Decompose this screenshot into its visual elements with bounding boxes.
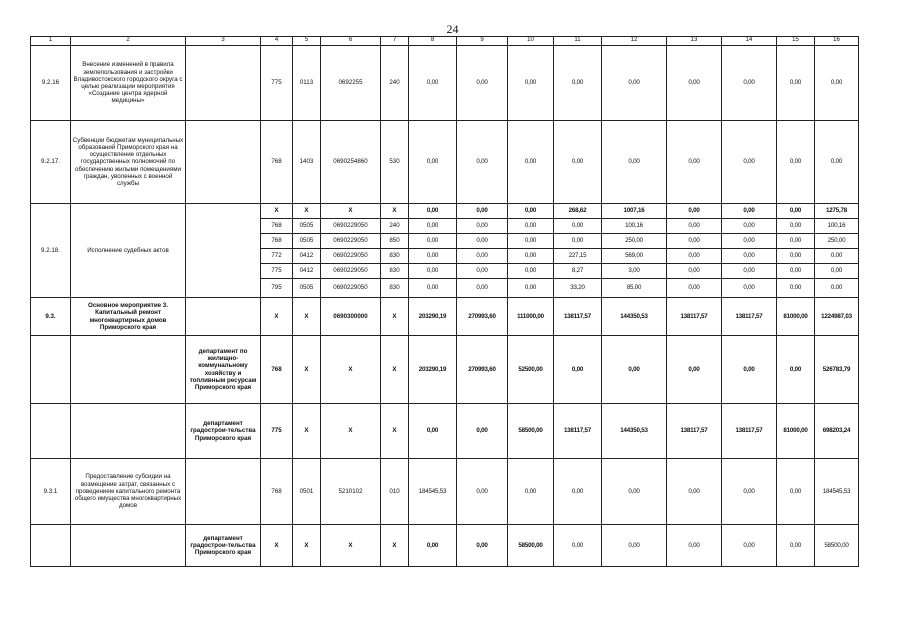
row-number: 9.3. (31, 298, 71, 336)
value-cell: 250,00 (602, 234, 667, 249)
value-cell: 58500,00 (815, 525, 859, 567)
row-executor (186, 204, 261, 298)
value-cell: 0,00 (777, 279, 815, 298)
value-cell: 81000,00 (777, 298, 815, 336)
value-cell: 58500,00 (508, 525, 554, 567)
value-cell: 0,00 (508, 234, 554, 249)
header-cell: 2 (71, 37, 186, 46)
value-cell: 100,16 (815, 219, 859, 234)
header-cell: 16 (815, 37, 859, 46)
header-cell: 14 (722, 37, 777, 46)
value-cell: 0,00 (409, 219, 457, 234)
row-executor (186, 298, 261, 336)
value-cell: 0,00 (508, 204, 554, 219)
value-cell: 0,00 (667, 525, 722, 567)
row-name (71, 336, 186, 404)
row-name: Субвенции бюджетам муниципальных образований Приморского края на осуществление отдельных государственных полномочий по обеспечению жилыми помещениями граждан, уволенных с военной службы (71, 121, 186, 204)
cell-c6: 5210102 (321, 459, 381, 525)
cell-c7: 240 (381, 46, 409, 121)
value-cell: 144350,53 (602, 404, 667, 459)
row-number (31, 336, 71, 404)
value-cell: 0,00 (667, 264, 722, 279)
value-cell: 81000,00 (777, 404, 815, 459)
row-number: 9.2.18. (31, 204, 71, 298)
cell-c7: 830 (381, 264, 409, 279)
value-cell: 0,00 (602, 121, 667, 204)
value-cell: 138117,57 (554, 404, 602, 459)
cell-c6: X (321, 204, 381, 219)
row-name: Предоставление субсидии на возмещение затрат, связанных с проведением капитального ремонта общего имущества многоквартирных домов (71, 459, 186, 525)
value-cell: 0,00 (815, 121, 859, 204)
cell-c7: X (381, 298, 409, 336)
value-cell: 250,00 (815, 234, 859, 249)
header-cell: 5 (293, 37, 321, 46)
row-executor: департамент по жилищно-коммунальному хозяйству и топливным ресурсам Приморского края (186, 336, 261, 404)
value-cell: 0,00 (722, 336, 777, 404)
cell-c4: X (261, 204, 293, 219)
value-cell: 0,00 (508, 279, 554, 298)
value-cell: 138117,57 (554, 298, 602, 336)
cell-c4: X (261, 525, 293, 567)
value-cell: 0,00 (815, 279, 859, 298)
header-cell: 9 (457, 37, 508, 46)
value-cell: 33,20 (554, 279, 602, 298)
value-cell: 0,00 (602, 46, 667, 121)
cell-c7: 010 (381, 459, 409, 525)
value-cell: 184545,53 (409, 459, 457, 525)
header-cell: 11 (554, 37, 602, 46)
row-name: Внесение изменений в правила землепользования и застройки Владивостокского городского округа с целью реализации мероприятия «Создание центра ядерной медицины» (71, 46, 186, 121)
value-cell: 58500,00 (508, 404, 554, 459)
value-cell: 0,00 (722, 264, 777, 279)
value-cell: 0,00 (667, 219, 722, 234)
header-cell: 7 (381, 37, 409, 46)
value-cell: 0,00 (667, 204, 722, 219)
value-cell: 0,00 (409, 234, 457, 249)
value-cell: 0,00 (602, 336, 667, 404)
value-cell: 0,00 (602, 525, 667, 567)
cell-c4: 768 (261, 121, 293, 204)
value-cell: 0,00 (667, 121, 722, 204)
value-cell: 0,00 (777, 234, 815, 249)
value-cell: 0,00 (777, 336, 815, 404)
cell-c6: 0690229050 (321, 249, 381, 264)
cell-c4: 768 (261, 336, 293, 404)
value-cell: 0,00 (508, 46, 554, 121)
cell-c6: X (321, 525, 381, 567)
cell-c4: 772 (261, 249, 293, 264)
value-cell: 0,00 (554, 525, 602, 567)
value-cell: 203290,19 (409, 298, 457, 336)
value-cell: 0,00 (667, 234, 722, 249)
cell-c5: 0412 (293, 264, 321, 279)
value-cell: 0,00 (508, 264, 554, 279)
row-number: 9.3.1 (31, 459, 71, 525)
value-cell: 85,00 (602, 279, 667, 298)
row-number (31, 404, 71, 459)
value-cell: 0,00 (667, 46, 722, 121)
value-cell: 138117,57 (722, 404, 777, 459)
table-row (31, 46, 859, 121)
value-cell: 0,00 (508, 219, 554, 234)
value-cell: 0,00 (722, 234, 777, 249)
row-name (71, 525, 186, 567)
cell-c7: X (381, 336, 409, 404)
value-cell: 526783,79 (815, 336, 859, 404)
value-cell: 0,00 (722, 204, 777, 219)
cell-c6: 0690229050 (321, 264, 381, 279)
value-cell: 227,15 (554, 249, 602, 264)
cell-c5: X (293, 525, 321, 567)
header-cell: 4 (261, 37, 293, 46)
value-cell: 0,00 (777, 204, 815, 219)
cell-c4: 768 (261, 219, 293, 234)
header-cell: 12 (602, 37, 667, 46)
value-cell: 0,00 (554, 46, 602, 121)
value-cell: 0,00 (457, 264, 508, 279)
value-cell: 0,00 (409, 249, 457, 264)
value-cell: 138117,57 (667, 298, 722, 336)
value-cell: 0,00 (602, 459, 667, 525)
value-cell: 0,00 (554, 219, 602, 234)
value-cell: 100,16 (602, 219, 667, 234)
value-cell: 0,00 (777, 459, 815, 525)
value-cell: 8,27 (554, 264, 602, 279)
cell-c6: X (321, 404, 381, 459)
table-row (31, 459, 859, 525)
value-cell: 0,00 (815, 46, 859, 121)
value-cell: 1007,16 (602, 204, 667, 219)
cell-c6: 0690229050 (321, 279, 381, 298)
value-cell: 0,00 (667, 336, 722, 404)
value-cell: 0,00 (554, 336, 602, 404)
cell-c7: 830 (381, 279, 409, 298)
header-row (31, 37, 859, 46)
value-cell: 0,00 (722, 219, 777, 234)
cell-c7: X (381, 404, 409, 459)
value-cell: 0,00 (722, 46, 777, 121)
table-row (31, 121, 859, 204)
page-number: 24 (446, 22, 459, 36)
value-cell: 270993,60 (457, 336, 508, 404)
value-cell: 270993,60 (457, 298, 508, 336)
value-cell: 138117,57 (667, 404, 722, 459)
value-cell: 0,00 (409, 279, 457, 298)
row-name: Исполнение судебных актов (71, 204, 186, 298)
value-cell: 698203,24 (815, 404, 859, 459)
cell-c5: X (293, 204, 321, 219)
cell-c7: 530 (381, 121, 409, 204)
value-cell: 0,00 (457, 525, 508, 567)
cell-c5: X (293, 298, 321, 336)
header-cell: 1 (31, 37, 71, 46)
value-cell: 0,00 (457, 459, 508, 525)
value-cell: 0,00 (815, 264, 859, 279)
cell-c4: 768 (261, 234, 293, 249)
value-cell: 0,00 (777, 121, 815, 204)
value-cell: 1275,78 (815, 204, 859, 219)
table-row (31, 525, 859, 567)
value-cell: 0,00 (508, 459, 554, 525)
cell-c5: 1403 (293, 121, 321, 204)
value-cell: 0,00 (409, 404, 457, 459)
cell-c4: 795 (261, 279, 293, 298)
value-cell: 0,00 (457, 234, 508, 249)
table-row (31, 204, 859, 219)
value-cell: 0,00 (777, 249, 815, 264)
cell-c5: X (293, 404, 321, 459)
cell-c4: 775 (261, 404, 293, 459)
cell-c5: 0113 (293, 46, 321, 121)
cell-c6: 0692255 (321, 46, 381, 121)
value-cell: 0,00 (722, 249, 777, 264)
table-row (31, 298, 859, 336)
value-cell: 0,00 (457, 249, 508, 264)
cell-c6: 0690300000 (321, 298, 381, 336)
value-cell: 0,00 (457, 219, 508, 234)
value-cell: 138117,57 (722, 298, 777, 336)
table-row (31, 404, 859, 459)
row-number (31, 525, 71, 567)
value-cell: 0,00 (409, 121, 457, 204)
header-cell: 15 (777, 37, 815, 46)
value-cell: 111000,00 (508, 298, 554, 336)
row-name (71, 404, 186, 459)
cell-c7: 240 (381, 219, 409, 234)
budget-table (30, 36, 859, 567)
value-cell: 184545,53 (815, 459, 859, 525)
cell-c7: 850 (381, 234, 409, 249)
row-executor (186, 46, 261, 121)
cell-c5: 0501 (293, 459, 321, 525)
value-cell: 0,00 (722, 279, 777, 298)
value-cell: 0,00 (777, 264, 815, 279)
cell-c7: X (381, 204, 409, 219)
cell-c7: X (381, 525, 409, 567)
cell-c4: 775 (261, 46, 293, 121)
value-cell: 0,00 (508, 249, 554, 264)
row-executor: департамент градострои-тельства Приморского края (186, 404, 261, 459)
value-cell: 0,00 (777, 525, 815, 567)
value-cell: 0,00 (667, 279, 722, 298)
value-cell: 0,00 (554, 121, 602, 204)
row-executor (186, 459, 261, 525)
header-cell: 8 (409, 37, 457, 46)
row-number: 9.2.16 (31, 46, 71, 121)
row-executor: департамент градострои-тельства Приморского края (186, 525, 261, 567)
value-cell: 0,00 (508, 121, 554, 204)
value-cell: 0,00 (667, 459, 722, 525)
cell-c6: 0690229050 (321, 234, 381, 249)
cell-c7: 830 (381, 249, 409, 264)
value-cell: 0,00 (777, 46, 815, 121)
cell-c5: X (293, 336, 321, 404)
value-cell: 0,00 (409, 46, 457, 121)
value-cell: 0,00 (457, 46, 508, 121)
cell-c5: 0505 (293, 234, 321, 249)
cell-c6: 0690254860 (321, 121, 381, 204)
value-cell: 144350,53 (602, 298, 667, 336)
value-cell: 0,00 (457, 279, 508, 298)
value-cell: 0,00 (457, 204, 508, 219)
row-name: Основное мероприятие 3. Капитальный ремонт многоквартирных домов Приморского края (71, 298, 186, 336)
value-cell: 203290,19 (409, 336, 457, 404)
value-cell: 1224987,03 (815, 298, 859, 336)
value-cell: 0,00 (722, 525, 777, 567)
cell-c4: 768 (261, 459, 293, 525)
row-executor (186, 121, 261, 204)
cell-c5: 0505 (293, 219, 321, 234)
row-number: 9.2.17. (31, 121, 71, 204)
value-cell: 0,00 (409, 264, 457, 279)
value-cell: 0,00 (554, 234, 602, 249)
value-cell: 0,00 (409, 525, 457, 567)
header-cell: 6 (321, 37, 381, 46)
header-cell: 3 (186, 37, 261, 46)
value-cell: 0,00 (457, 121, 508, 204)
cell-c4: X (261, 298, 293, 336)
value-cell: 0,00 (777, 219, 815, 234)
header-cell: 13 (667, 37, 722, 46)
table-row (31, 336, 859, 404)
value-cell: 0,00 (815, 249, 859, 264)
value-cell: 52500,00 (508, 336, 554, 404)
cell-c4: 775 (261, 264, 293, 279)
value-cell: 0,00 (457, 404, 508, 459)
value-cell: 569,00 (602, 249, 667, 264)
value-cell: 268,62 (554, 204, 602, 219)
cell-c5: 0412 (293, 249, 321, 264)
cell-c6: X (321, 336, 381, 404)
value-cell: 0,00 (667, 249, 722, 264)
cell-c5: 0505 (293, 279, 321, 298)
value-cell: 0,00 (722, 121, 777, 204)
cell-c6: 0690229050 (321, 219, 381, 234)
value-cell: 3,00 (602, 264, 667, 279)
value-cell: 0,00 (554, 459, 602, 525)
header-cell: 10 (508, 37, 554, 46)
value-cell: 0,00 (722, 459, 777, 525)
value-cell: 0,00 (409, 204, 457, 219)
